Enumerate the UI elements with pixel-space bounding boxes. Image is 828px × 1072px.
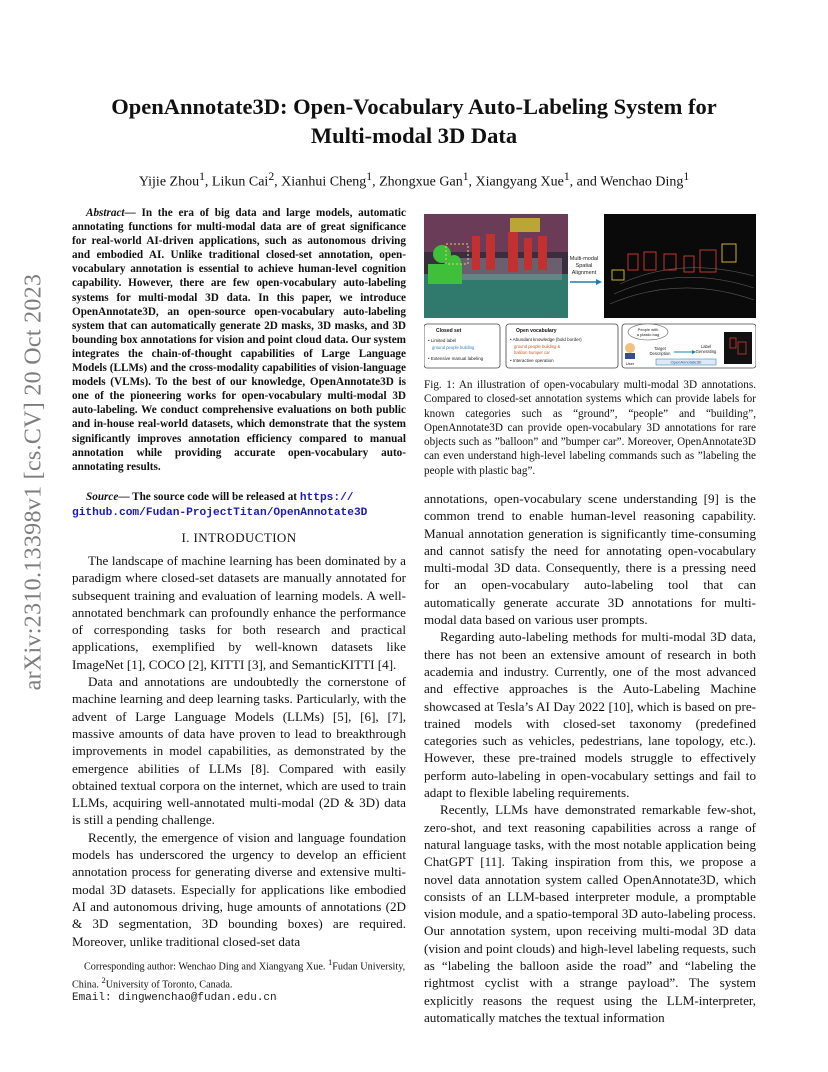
paragraph: annotations, open-vocabulary scene understanding [9] is the common trend to enable human-level reasoning capability. Manual annotation generation is significantly time-consuming and cannot satisfy the need for annotating open-vocabulary multi-modal 3D data. Consequently, there is a pressing need for an open-vocabulary auto-labeling tool that can automatically generate accurate 3D annotations for multi-modal data based on various user prompts. — [424, 491, 756, 628]
svg-text:Spatial: Spatial — [575, 263, 593, 269]
author-name: Zhongxue Gan — [379, 174, 463, 190]
paragraph: Regarding auto-labeling methods for multi-modal 3D data, there has not been an extensive amount of research in both academia and industry. Currently, one of the most advanced and effective approaches is the Auto-Labeling Machine showcased at Tesla’s AI Day 2022 [10], which is based on pre-trained models with closed-set taxonomy (predefined categories such as vehicles, pedestrians, lane topology, etc.). However, these pre-trained models struggle to effectively perform auto-labeling in open-vocabulary settings and fail to adapt to flexible labeling requirements. — [424, 629, 756, 801]
figure-caption: Fig. 1: An illustration of open-vocabulary multi-modal 3D annotations. Compared to closed-set annotation systems which can provide labels for known categories such as “ground”, “people” and “building”, OpenAnnotate3D can provide open-vocabulary 3D annotations for rare objects such as ”balloon” and ”bumper car”. Moreover, OpenAnnotate3D can even understand high-level labeling commands such as ”labeling the people with plastic bag”. — [424, 379, 756, 477]
source-url-part-1[interactable]: https:// — [299, 492, 354, 504]
svg-text:User: User — [625, 361, 635, 366]
author-affiliation: 1 — [366, 170, 373, 183]
author-name: Likun Cai — [211, 174, 269, 190]
arxiv-sidebar-stamp — [14, 0, 54, 1072]
figure-illustration — [424, 214, 756, 370]
section-heading: I. INTRODUCTION — [181, 530, 297, 545]
author-name: Xianhui Cheng — [281, 174, 367, 190]
footnote-fudan: Fudan University, China. — [72, 961, 406, 991]
source-label: Source — [86, 491, 119, 503]
title-line-1: OpenAnnotate3D: Open-Vocabulary Auto-Labeling System for — [111, 94, 717, 119]
point-cloud-panel — [604, 214, 756, 318]
svg-text:People with: People with — [637, 327, 659, 332]
intro-right-column — [424, 490, 756, 1026]
footnote-sup: 1 — [328, 957, 333, 967]
footnote-corresponding: Corresponding author: Wenchao Ding and Xiangyang Xue. — [84, 961, 326, 973]
svg-text:Generating: Generating — [695, 349, 717, 354]
footnote — [72, 956, 406, 1004]
title-line-2: Multi-modal 3D Data — [310, 123, 518, 148]
paragraph: Data and annotations are undoubtedly the cornerstone of machine learning and deep learning tasks. Particularly, with the advent of Large Language Models (LLMs) [5], [6], [7], massive amounts of data have proven to lead to breakthrough improvements in model capabilities, as demonstrated by the emergence abilities of LLMs [8]. Compared with easily obtained textual corpora on the internet, which are used to train LLMs, acquiring well-annotated multi-modal (2D & 3D) data is still a pending challenge. — [72, 674, 406, 828]
closed-set-title: Closed set — [436, 328, 462, 334]
spatial-alignment-label: Multi-modal — [569, 256, 599, 262]
author-affiliation: 1 — [683, 170, 690, 183]
source-text: The source code will be released at — [132, 491, 298, 503]
svg-text:ground people building &: ground people building & — [514, 344, 561, 349]
footnote-sup: 2 — [101, 974, 106, 985]
author-affiliation: 2 — [268, 170, 275, 183]
authors-conjunction: and — [576, 174, 597, 190]
svg-text:Description: Description — [649, 351, 671, 356]
figure-1 — [424, 214, 756, 370]
paper-title — [70, 92, 758, 150]
intro-left-column — [72, 552, 406, 950]
svg-text:OpenAnnotate3D: OpenAnnotate3D — [670, 359, 702, 365]
svg-text:• Interactive operation: • Interactive operation — [510, 358, 554, 363]
author-name: Yijie Zhou — [138, 174, 200, 190]
paragraph: Recently, the emergence of vision and language foundation models has underscored the urgency to develop an efficient annotation process for generating diverse and extensive multi-modal 3D datasets. Especially for applications like embodied AI and autonomous driving, huge amounts of annotations (2D & 3D segmentation, 3D bounding boxes) are required. Moreover, unlike traditional closed-set data — [72, 829, 406, 949]
svg-text:ground people building: ground people building — [432, 345, 475, 350]
svg-text:• Extensive manual labeling: • Extensive manual labeling — [428, 356, 484, 361]
svg-text:Label: Label — [700, 344, 712, 349]
footnote-toronto: University of Toronto, Canada. — [105, 979, 233, 991]
svg-text:a plastic bag: a plastic bag — [636, 332, 660, 337]
source-url-part-2[interactable]: github.com/Fudan-ProjectTitan/OpenAnnotate3D — [72, 507, 368, 520]
source-note: Source— The source code will be released at https:// github.com/Fudan-ProjectTitan/OpenAnnotate3D — [72, 491, 368, 520]
abstract-label: Abstract — [86, 207, 125, 219]
author-affiliation: 1 — [563, 170, 570, 183]
svg-text:Alignment: Alignment — [571, 270, 597, 276]
abstract: Abstract— In the era of big data and large models, automatic annotating functions for multi-modal data are of great significance for real-world AI-driven applications, such as autonomous driving and embodied AI. Unlike traditional closed-set annotation, open-vocabulary annotation is essential to achieve human-level cognition capability. However, there are few open-vocabulary auto-labeling systems for multi-modal 3D data. In this paper, we introduce OpenAnnotate3D, an open-source open-vocabulary auto-labeling system that can automatically generate 2D masks, 3D masks, and 3D bounding box annotations for vision and point cloud data. Our system integrates the chain-of-thought capabilities of Large Language Models (LLMs) and the cross-modality capabilities of vision-language models (VLMs). To the best of our knowledge, OpenAnnotate3D is one of the pioneering works for open-vocabulary multi-modal 3D auto-labeling. We conduct comprehensive evaluations on both public and in-house real-world datasets, which demonstrate that the system significantly improves annotation efficiency compared to manual annotation while providing accurate open-vocabulary auto-annotating results. — [72, 207, 406, 473]
paragraph: The landscape of machine learning has been dominated by a paradigm where closed-set datasets are manually annotated for subsequent training and evaluation of learning models. A well-annotated benchmark can profoundly enhance the performance of corresponding tasks for both research and practical applications, exemplified by well-known datasets like ImageNet [1], COCO [2], KITTI [3], and SemanticKITTI [4]. — [72, 553, 406, 672]
author-list: Yijie Zhou$^1$, Likun Cai$^2$, Xianhui Cheng$^1$, Zhongxue Gan$^1$, Xiangyang Xue$^1$, and Wenchao Ding$^1$ — [138, 170, 690, 190]
svg-text:• Abundant knowledge (bold bor: • Abundant knowledge (bold border) — [510, 337, 582, 342]
svg-text:Target: Target — [654, 346, 666, 351]
author-affiliation: 1 — [462, 170, 469, 183]
author-name: Xiangyang Xue — [475, 174, 564, 190]
open-vocab-title: Open vocabulary — [516, 328, 557, 334]
paragraph: Recently, LLMs have demonstrated remarkable few-shot, zero-shot, and text reasoning capabilities across a range of natural language tasks, with the most notable application being ChatGPT [11]. Taking inspiration from this, we propose a novel data annotation system called OpenAnnotate3D, which consists of an LLM-based interpreter module, a promptable vision module, and a spatio-temporal 3D auto-labeling process. Our annotation system, upon receiving multi-modal 3D data (vision and point clouds) and high-level labeling requests, such as “labeling the balloon aside the road” and “labeling the rightmost cyclist with a strange payload”. The system explicitly reasons the request using the LLM-interpreter, automatically matches the textual information — [424, 802, 756, 1025]
footnote-email: Email: dingwenchao@fudan.edu.cn — [72, 991, 277, 1004]
abstract-text: In the era of big data and large models, automatic annotating functions for multi-modal data are of great significance for real-world AI-driven applications, such as autonomous driving and embodied AI. Unlike traditional closed-set annotation, open-vocabulary annotation is essential to achieve human-level cognition capability. However, there are few open-vocabulary auto-labeling systems for multi-modal 3D data. In this paper, we introduce OpenAnnotate3D, an open-source open-vocabulary auto-labeling system that can automatically generate 2D masks, 3D masks, and 3D bounding box annotations for vision and point cloud data. Our system integrates the chain-of-thought capabilities of Large Language Models (LLMs) and the cross-modality capabilities of vision-language models (VLMs). To the best of our knowledge, OpenAnnotate3D is one of the pioneering works for open-vocabulary multi-modal 3D auto-labeling. We conduct comprehensive evaluations on both public and in-house real-world datasets, which demonstrate that the system significantly improves annotation efficiency compared to manual annotation while providing accurate open-vocabulary auto-annotating results. — [72, 207, 406, 473]
arxiv-identifier: arXiv:2310.13398v1 [cs.CV] 20 Oct 2023 — [20, 273, 47, 691]
svg-text:• Limited label: • Limited label — [428, 338, 457, 343]
author-affiliation: 1 — [199, 170, 205, 183]
user-icon — [625, 343, 635, 353]
author-name: Wenchao Ding — [600, 174, 684, 190]
svg-text:balloon bumper car: balloon bumper car — [514, 350, 550, 355]
